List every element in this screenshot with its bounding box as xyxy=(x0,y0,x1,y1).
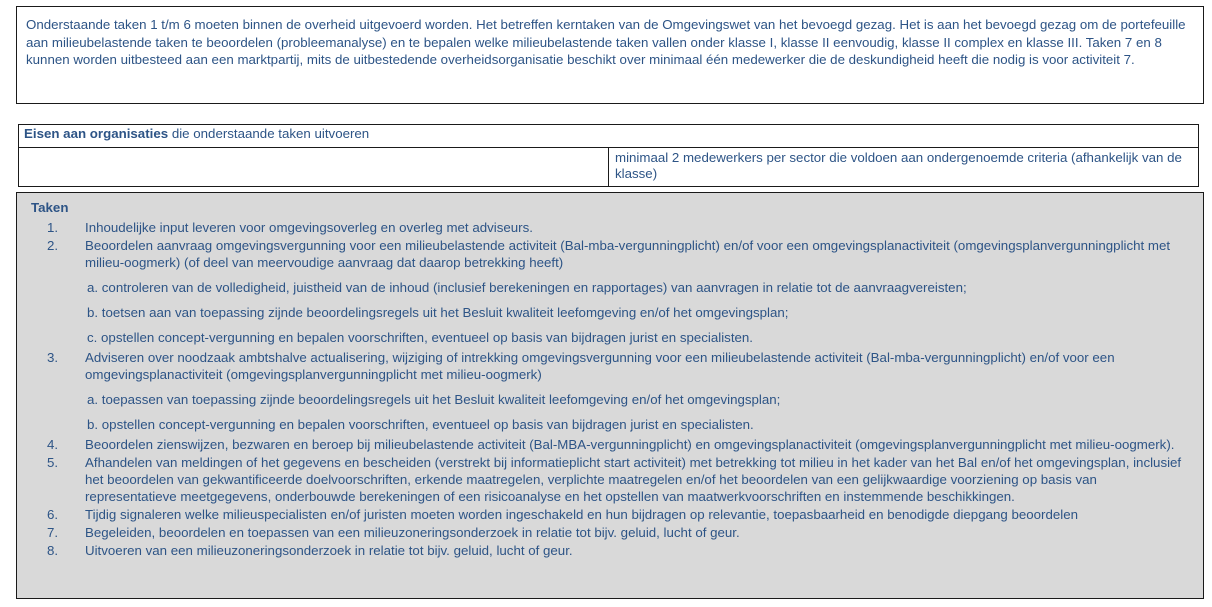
task-text: Uitvoeren van een milieuzoneringsonderzoek in relatie tot bijv. geluid, lucht of geur. xyxy=(85,543,573,558)
task-number: 6. xyxy=(47,507,59,522)
table-row-header xyxy=(19,125,1199,148)
task-number: 4. xyxy=(47,437,59,452)
task-item xyxy=(17,219,1203,236)
eisen-empty-cell xyxy=(19,148,609,187)
task-number: 8. xyxy=(47,543,59,558)
task-number: 7. xyxy=(47,525,59,540)
task-text: Tijdig signaleren welke milieuspecialisten en/of juristen moeten worden ingeschakeld en hun bijdragen op relevantie, toepasbaarheid en benodigde diepgang beoordelen xyxy=(85,507,1079,522)
eisen-header-strong: Eisen aan organisaties xyxy=(24,126,169,141)
task-number: 2. xyxy=(47,238,59,253)
intro-paragraph: Onderstaande taken 1 t/m 6 moeten binnen de overheid uitgevoerd worden. Het betreffen kerntaken van de Omgevingswet van het bevoegd gezag. Het is aan het bevoegd gezag om de portefeuille aan milieubelastende taken te beoordelen (probleemanalyse) en te bepalen welke milieubelastende taken vallen onder klasse I, klasse II eenvoudig, klasse II complex en klasse III. Taken 7 en 8 kunnen worden uitbesteed aan een marktpartij, mits de uitbestedende overheidsorganisatie beschikt over minimaal één medewerker die de deskundigheid heeft die nodig is voor activiteit 7. xyxy=(26,17,1186,67)
task-sub-item: b. opstellen concept-vergunning en bepalen voorschriften, eventueel op basis van bijdragen jurist en specialisten. xyxy=(87,417,754,432)
task-item xyxy=(17,524,1203,541)
task-sub-item: a. controleren van de volledigheid, juistheid van de inhoud (inclusief berekeningen en rapportages) van aanvragen in relatie tot de aanvraagvereisten; xyxy=(87,280,967,295)
task-sub-item: a. toepassen van toepassing zijnde beoordelingsregels uit het Besluit kwaliteit leefomgeving en/of het omgevingsplan; xyxy=(87,392,781,407)
task-text: Begeleiden, beoordelen en toepassen van een milieuzoneringsonderzoek in relatie tot bijv. geluid, lucht of geur. xyxy=(85,525,740,540)
task-text: Inhoudelijke input leveren voor omgevingsoverleg en overleg met adviseurs. xyxy=(85,220,533,235)
task-text: Beoordelen zienswijzen, bezwaren en beroep bij milieubelastende activiteit (Bal-MBA-vergunningplicht) en omgevingsplanactiviteit (omgevingsplanvergunningplicht met milieu-oogmerk). xyxy=(85,437,1175,452)
eisen-criteria-cell: minimaal 2 medewerkers per sector die voldoen aan ondergenoemde criteria (afhankelijk van de klasse) xyxy=(609,148,1199,187)
task-text: Adviseren over noodzaak ambtshalve actualisering, wijziging of intrekking omgevingsvergunning voor een milieubelastende activiteit (Bal-mba-vergunningplicht) en/of voor een omgevingsplanactiviteit (omgevingsplanvergunningplicht met milieu-oogmerk) xyxy=(85,350,1115,382)
task-item xyxy=(17,542,1203,559)
task-item xyxy=(17,349,1203,383)
eisen-header-cell xyxy=(19,125,1199,148)
task-number: 5. xyxy=(47,455,59,470)
taken-panel xyxy=(16,192,1204,599)
task-sub-item: c. opstellen concept-vergunning en bepalen voorschriften, eventueel op basis van bijdragen jurist en specialisten. xyxy=(87,330,754,345)
task-number: 1. xyxy=(47,220,59,235)
task-item xyxy=(17,454,1203,505)
task-item xyxy=(17,436,1203,453)
task-item xyxy=(17,237,1203,271)
task-number: 3. xyxy=(47,350,59,365)
task-sub-list xyxy=(17,279,1203,346)
intro-panel xyxy=(16,6,1204,104)
task-text: Afhandelen van meldingen of het gegevens en bescheiden (verstrekt bij informatieplicht start activiteit) met betrekking tot milieu in het kader van het Bal en/of het omgevingsplan, inclusief het beoordelen van gekwantificeerde doelvoorschriften, erkende maatregelen, verplichte maatregelen en/of het beoordelen van een gelijkwaardige voorziening op basis van representatieve meetgegevens, onderbouwde berekeningen of een risicoanalyse en het opstellen van maatwerkvoorschriften en instemmende beschikkingen. xyxy=(85,455,1182,504)
eisen-header-rest: die onderstaande taken uitvoeren xyxy=(168,126,370,141)
task-list xyxy=(17,219,1203,559)
table-row xyxy=(19,148,1199,187)
eisen-aan-organisaties-table xyxy=(18,124,1199,187)
task-item xyxy=(17,506,1203,523)
taken-heading: Taken xyxy=(31,200,69,215)
task-text: Beoordelen aanvraag omgevingsvergunning voor een milieubelastende activiteit (Bal-mba-vergunningplicht) en/of voor een omgevingsplanactiviteit (omgevingsplanvergunningplicht met milieu-oogmerk) (of deel van meervoudige aanvraag dat daarop betrekking heeft) xyxy=(85,238,1171,270)
task-sub-item: b. toetsen aan van toepassing zijnde beoordelingsregels uit het Besluit kwaliteit leefomgeving en/of het omgevingsplan; xyxy=(87,305,789,320)
task-sub-list xyxy=(17,391,1203,433)
